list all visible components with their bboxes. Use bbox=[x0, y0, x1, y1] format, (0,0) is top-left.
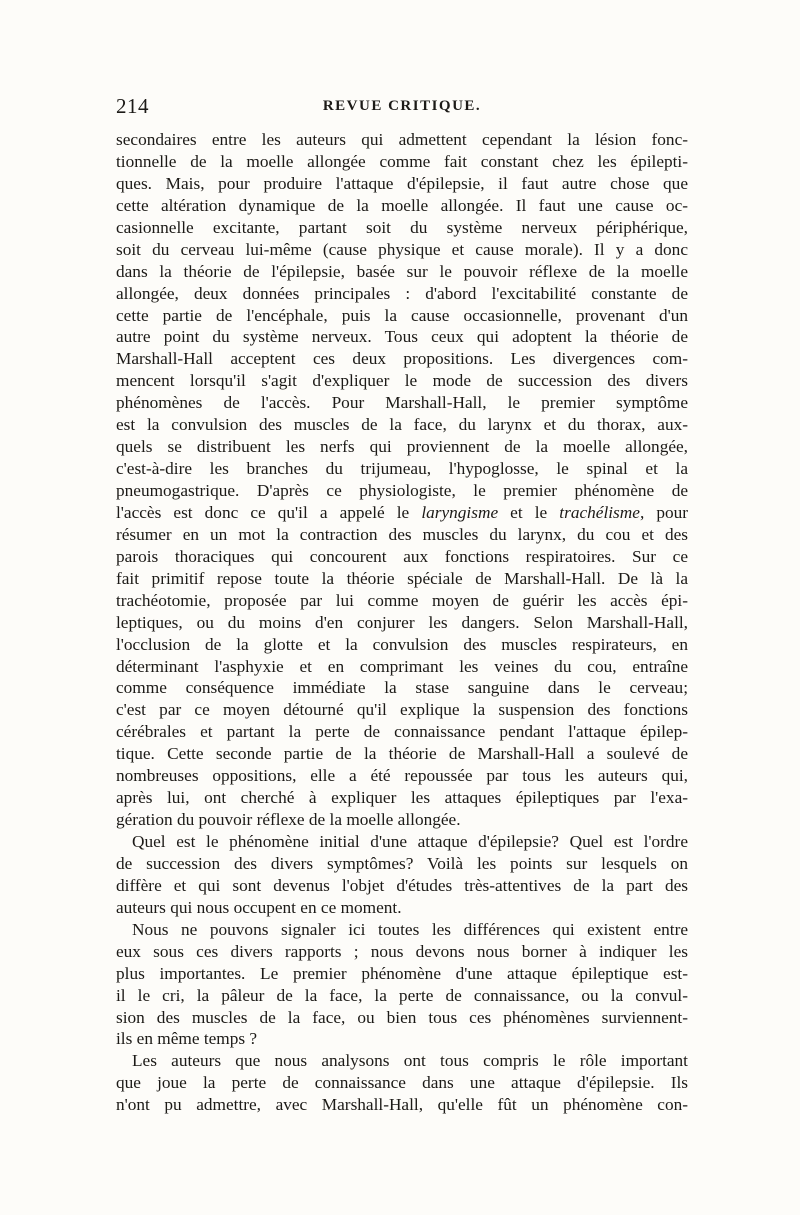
text-line: Marshall-Hall acceptent ces deux propositions. Les divergences com- bbox=[116, 349, 688, 369]
text-line: cette partie de l'encéphale, puis la cause occasionnelle, provenant d'un bbox=[116, 305, 688, 325]
page-header bbox=[116, 94, 688, 124]
text-line: Nous ne pouvons signaler ici toutes les différences qui existent entre bbox=[132, 919, 688, 939]
text-line: c'est-à-dire les branches du trijumeau, l'hypoglosse, le spinal et la bbox=[116, 459, 688, 479]
text-line: dans la théorie de l'épilepsie, basée sur le pouvoir réflexe de la moelle bbox=[116, 261, 688, 281]
text-line bbox=[116, 502, 688, 524]
text-line: comme conséquence immédiate la stase sanguine dans le cerveau; bbox=[116, 678, 688, 698]
body-text bbox=[116, 129, 688, 1116]
text-line: il le cri, la pâleur de la face, la perte de connaissance, ou la convul- bbox=[116, 985, 688, 1005]
text-line: trachéotomie, proposée par lui comme moyen de guérir les accès épi- bbox=[116, 590, 688, 610]
text-line: Les auteurs que nous analysons ont tous compris le rôle important bbox=[132, 1051, 688, 1071]
text-line: cette altération dynamique de la moelle allongée. Il faut une cause oc- bbox=[116, 195, 688, 215]
page-number: 214 bbox=[116, 94, 149, 118]
text-run: et le bbox=[498, 502, 560, 522]
text-line: quels se distribuent les nerfs qui proviennent de la moelle allongée, bbox=[116, 437, 688, 457]
text-line: leptiques, ou du moins d'en conjurer les dangers. Selon Marshall-Hall, bbox=[116, 612, 688, 632]
text-run: l'accès est donc ce qu'il a appelé le bbox=[116, 502, 422, 522]
text-line: plus importantes. Le premier phénomène d'une attaque épileptique est- bbox=[116, 963, 688, 983]
text-run: , pour bbox=[639, 502, 689, 522]
text-line: gération du pouvoir réflexe de la moelle allongée. bbox=[116, 810, 461, 830]
text-line: phénomènes de l'accès. Pour Marshall-Hall, le premier symptôme bbox=[116, 393, 688, 413]
text-line: allongée, deux données principales : d'abord l'excitabilité constante de bbox=[116, 283, 688, 303]
text-line: casionnelle excitante, partant soit du système nerveux périphérique, bbox=[116, 217, 688, 237]
italic-term: trachélisme bbox=[559, 502, 640, 522]
text-line: résumer en un mot la contraction des muscles du larynx, du cou et des bbox=[116, 524, 688, 544]
text-line: pneumogastrique. D'après ce physiologiste, le premier phénomène de bbox=[116, 481, 688, 500]
text-line: eux sous ces divers rapports ; nous devons nous borner à indiquer les bbox=[116, 941, 688, 961]
text-line: ils en même temps ? bbox=[116, 1029, 258, 1049]
running-title: REVUE CRITIQUE. bbox=[322, 98, 482, 114]
italic-term: laryngisme bbox=[421, 502, 499, 522]
text-line: que joue la perte de connaissance dans une attaque d'épilepsie. Ils bbox=[116, 1073, 688, 1093]
text-line: n'ont pu admettre, avec Marshall-Hall, qu'elle fût un phénomène con- bbox=[116, 1095, 688, 1115]
text-line: autre point du système nerveux. Tous ceux qui adoptent la théorie de bbox=[116, 327, 688, 347]
text-line: parois thoraciques qui concourent aux fonctions respiratoires. Sur ce bbox=[116, 546, 688, 566]
text-line: sion des muscles de la face, ou bien tous ces phénomènes surviennent- bbox=[116, 1007, 688, 1027]
text-line: fait primitif repose toute la théorie spéciale de Marshall-Hall. De là la bbox=[116, 568, 688, 588]
text-line: l'occlusion de la glotte et la convulsion des muscles respirateurs, en bbox=[116, 634, 688, 654]
text-line: soit du cerveau lui-même (cause physique et cause morale). Il y a donc bbox=[116, 239, 688, 259]
text-line: Quel est le phénomène initial d'une attaque d'épilepsie? Quel est l'ordre bbox=[132, 832, 688, 851]
text-line: nombreuses oppositions, elle a été repoussée par tous les auteurs qui, bbox=[116, 766, 688, 786]
text-line: après lui, ont cherché à expliquer les attaques épileptiques par l'exa- bbox=[116, 788, 688, 808]
text-line: auteurs qui nous occupent en ce moment. bbox=[116, 897, 402, 917]
text-line: diffère et qui sont devenus l'objet d'études très-attentives de la part des bbox=[116, 875, 688, 895]
text-line: de succession des divers symptômes? Voilà les points sur lesquels on bbox=[116, 853, 688, 873]
text-line: tique. Cette seconde partie de la théorie de Marshall-Hall a soulevé de bbox=[116, 744, 688, 764]
text-line: secondaires entre les auteurs qui admettent cependant la lésion fonc- bbox=[116, 130, 688, 149]
text-line: est la convulsion des muscles de la face, du larynx et du thorax, aux- bbox=[116, 415, 688, 435]
text-line: mencent lorsqu'il s'agit d'expliquer le mode de succession des divers bbox=[116, 371, 688, 391]
text-line: tionnelle de la moelle allongée comme fait constant chez les épilepti- bbox=[116, 151, 688, 171]
text-line: déterminant l'asphyxie et en comprimant les veines du cou, entraîne bbox=[116, 656, 688, 676]
text-line: ques. Mais, pour produire l'attaque d'épilepsie, il faut autre chose que bbox=[116, 173, 688, 193]
text-line: c'est par ce moyen détourné qu'il explique la suspension des fonctions bbox=[116, 700, 688, 720]
text-line: cérébrales et partant la perte de connaissance pendant l'attaque épilep- bbox=[116, 722, 688, 742]
